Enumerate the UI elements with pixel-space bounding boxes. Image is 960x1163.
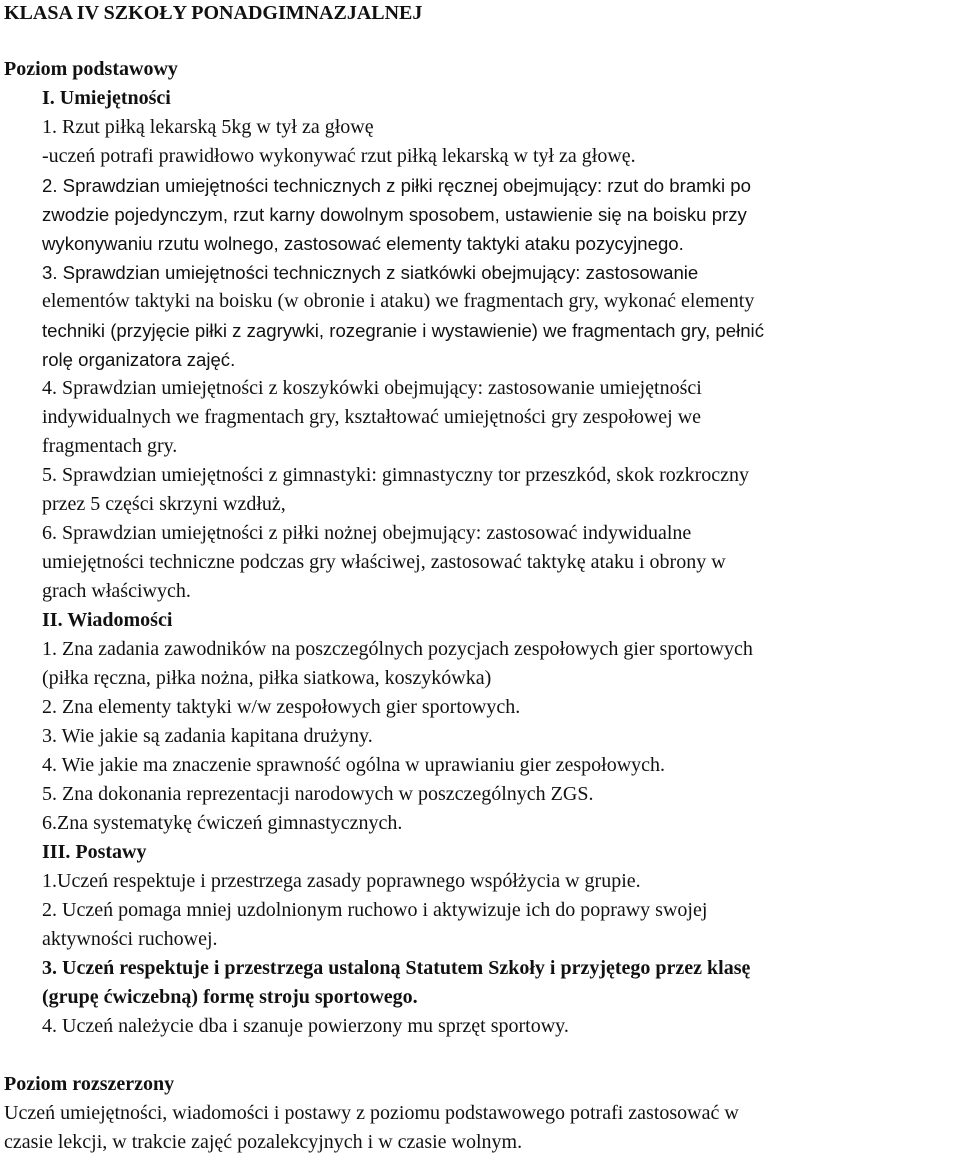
skills-line: 4. Sprawdzian umiejętności z koszykówki obejmujący: zastosowanie umiejętności	[42, 377, 702, 399]
attitudes-line: aktywności ruchowej.	[42, 928, 218, 950]
skills-line: grach właściwych.	[42, 580, 191, 602]
attitudes-line: 1.Uczeń respektuje i przestrzega zasady poprawnego współżycia w grupie.	[42, 870, 641, 892]
attitudes-line: 4. Uczeń należycie dba i szanuje powierzony mu sprzęt sportowy.	[42, 1015, 569, 1037]
skills-line: elementów taktyki na boisku (w obronie i ataku) we fragmentach gry, wykonać elementy	[42, 290, 755, 312]
knowledge-line: 2. Zna elementy taktyki w/w zespołowych gier sportowych.	[42, 696, 521, 718]
skills-line: indywidualnych we fragmentach gry, kształtować umiejętności gry zespołowej we	[42, 406, 702, 428]
skills-line: rolę organizatora zajęć.	[42, 349, 236, 370]
knowledge-line: 6.Zna systematykę ćwiczeń gimnastycznych.	[42, 812, 403, 834]
skills-line: 3. Sprawdzian umiejętności technicznych z siatkówki obejmujący: zastosowanie	[42, 262, 699, 283]
spacer	[4, 26, 956, 55]
extended-level-line: Uczeń umiejętności, wiadomości i postawy z poziomu podstawowego potrafi zastosować w	[4, 1102, 739, 1124]
extended-level-line: czasie lekcji, w trakcie zajęć pozalekcyjnych i w czasie wolnym.	[4, 1131, 523, 1153]
skills-line: techniki (przyjęcie piłki z zagrywki, rozegranie i wystawienie) we fragmentach gry, pełnić	[42, 320, 764, 341]
knowledge-line: 1. Zna zadania zawodników na poszczególnych pozycjach zespołowych gier sportowych	[42, 638, 753, 660]
skills-line: -uczeń potrafi prawidłowo wykonywać rzut piłką lekarską w tył za głowę.	[42, 145, 636, 167]
skills-line: fragmentach gry.	[42, 435, 178, 457]
skills-line: 5. Sprawdzian umiejętności z gimnastyki: gimnastyczny tor przeszkód, skok rozkroczny	[42, 464, 750, 486]
skills-line: wykonywaniu rzutu wolnego, zastosować elementy taktyki ataku pozycyjnego.	[42, 233, 684, 254]
skills-heading: I. Umiejętności	[42, 87, 171, 109]
skills-line: przez 5 części skrzyni wzdłuż,	[42, 493, 286, 515]
skills-line: 6. Sprawdzian umiejętności z piłki nożnej obejmujący: zastosować indywidualne	[42, 522, 692, 544]
skills-line: zwodzie pojedynczym, rzut karny dowolnym sposobem, ustawienie się na boisku przy	[42, 204, 747, 225]
skills-line: 2. Sprawdzian umiejętności technicznych z piłki ręcznej obejmujący: rzut do bramki po	[42, 175, 751, 196]
attitudes-heading: III. Postawy	[42, 841, 147, 863]
knowledge-line: (piłka ręczna, piłka nożna, piłka siatkowa, koszykówka)	[42, 667, 492, 689]
knowledge-line: 3. Wie jakie są zadania kapitana drużyny.	[42, 725, 373, 747]
knowledge-heading: II. Wiadomości	[42, 609, 173, 631]
skills-line: umiejętności techniczne podczas gry właściwej, zastosować taktykę ataku i obrony w	[42, 551, 726, 573]
basic-level-heading: Poziom podstawowy	[4, 58, 178, 80]
attitudes-line-bold: (grupę ćwiczebną) formę stroju sportowego.	[42, 986, 418, 1008]
knowledge-line: 4. Wie jakie ma znaczenie sprawność ogólna w uprawianiu gier zespołowych.	[42, 754, 666, 776]
skills-line: 1. Rzut piłką lekarską 5kg w tył za głowę	[42, 116, 374, 138]
extended-level-heading: Poziom rozszerzony	[4, 1073, 175, 1095]
attitudes-line: 2. Uczeń pomaga mniej uzdolnionym ruchowo i aktywizuje ich do poprawy swojej	[42, 899, 708, 921]
attitudes-line-bold: 3. Uczeń respektuje i przestrzega ustaloną Statutem Szkoły i przyjętego przez klasę	[42, 957, 751, 979]
spacer	[4, 1041, 956, 1070]
knowledge-line: 5. Zna dokonania reprezentacji narodowych w poszczególnych ZGS.	[42, 783, 594, 805]
document-title: KLASA IV SZKOŁY PONADGIMNAZJALNEJ	[4, 2, 423, 24]
